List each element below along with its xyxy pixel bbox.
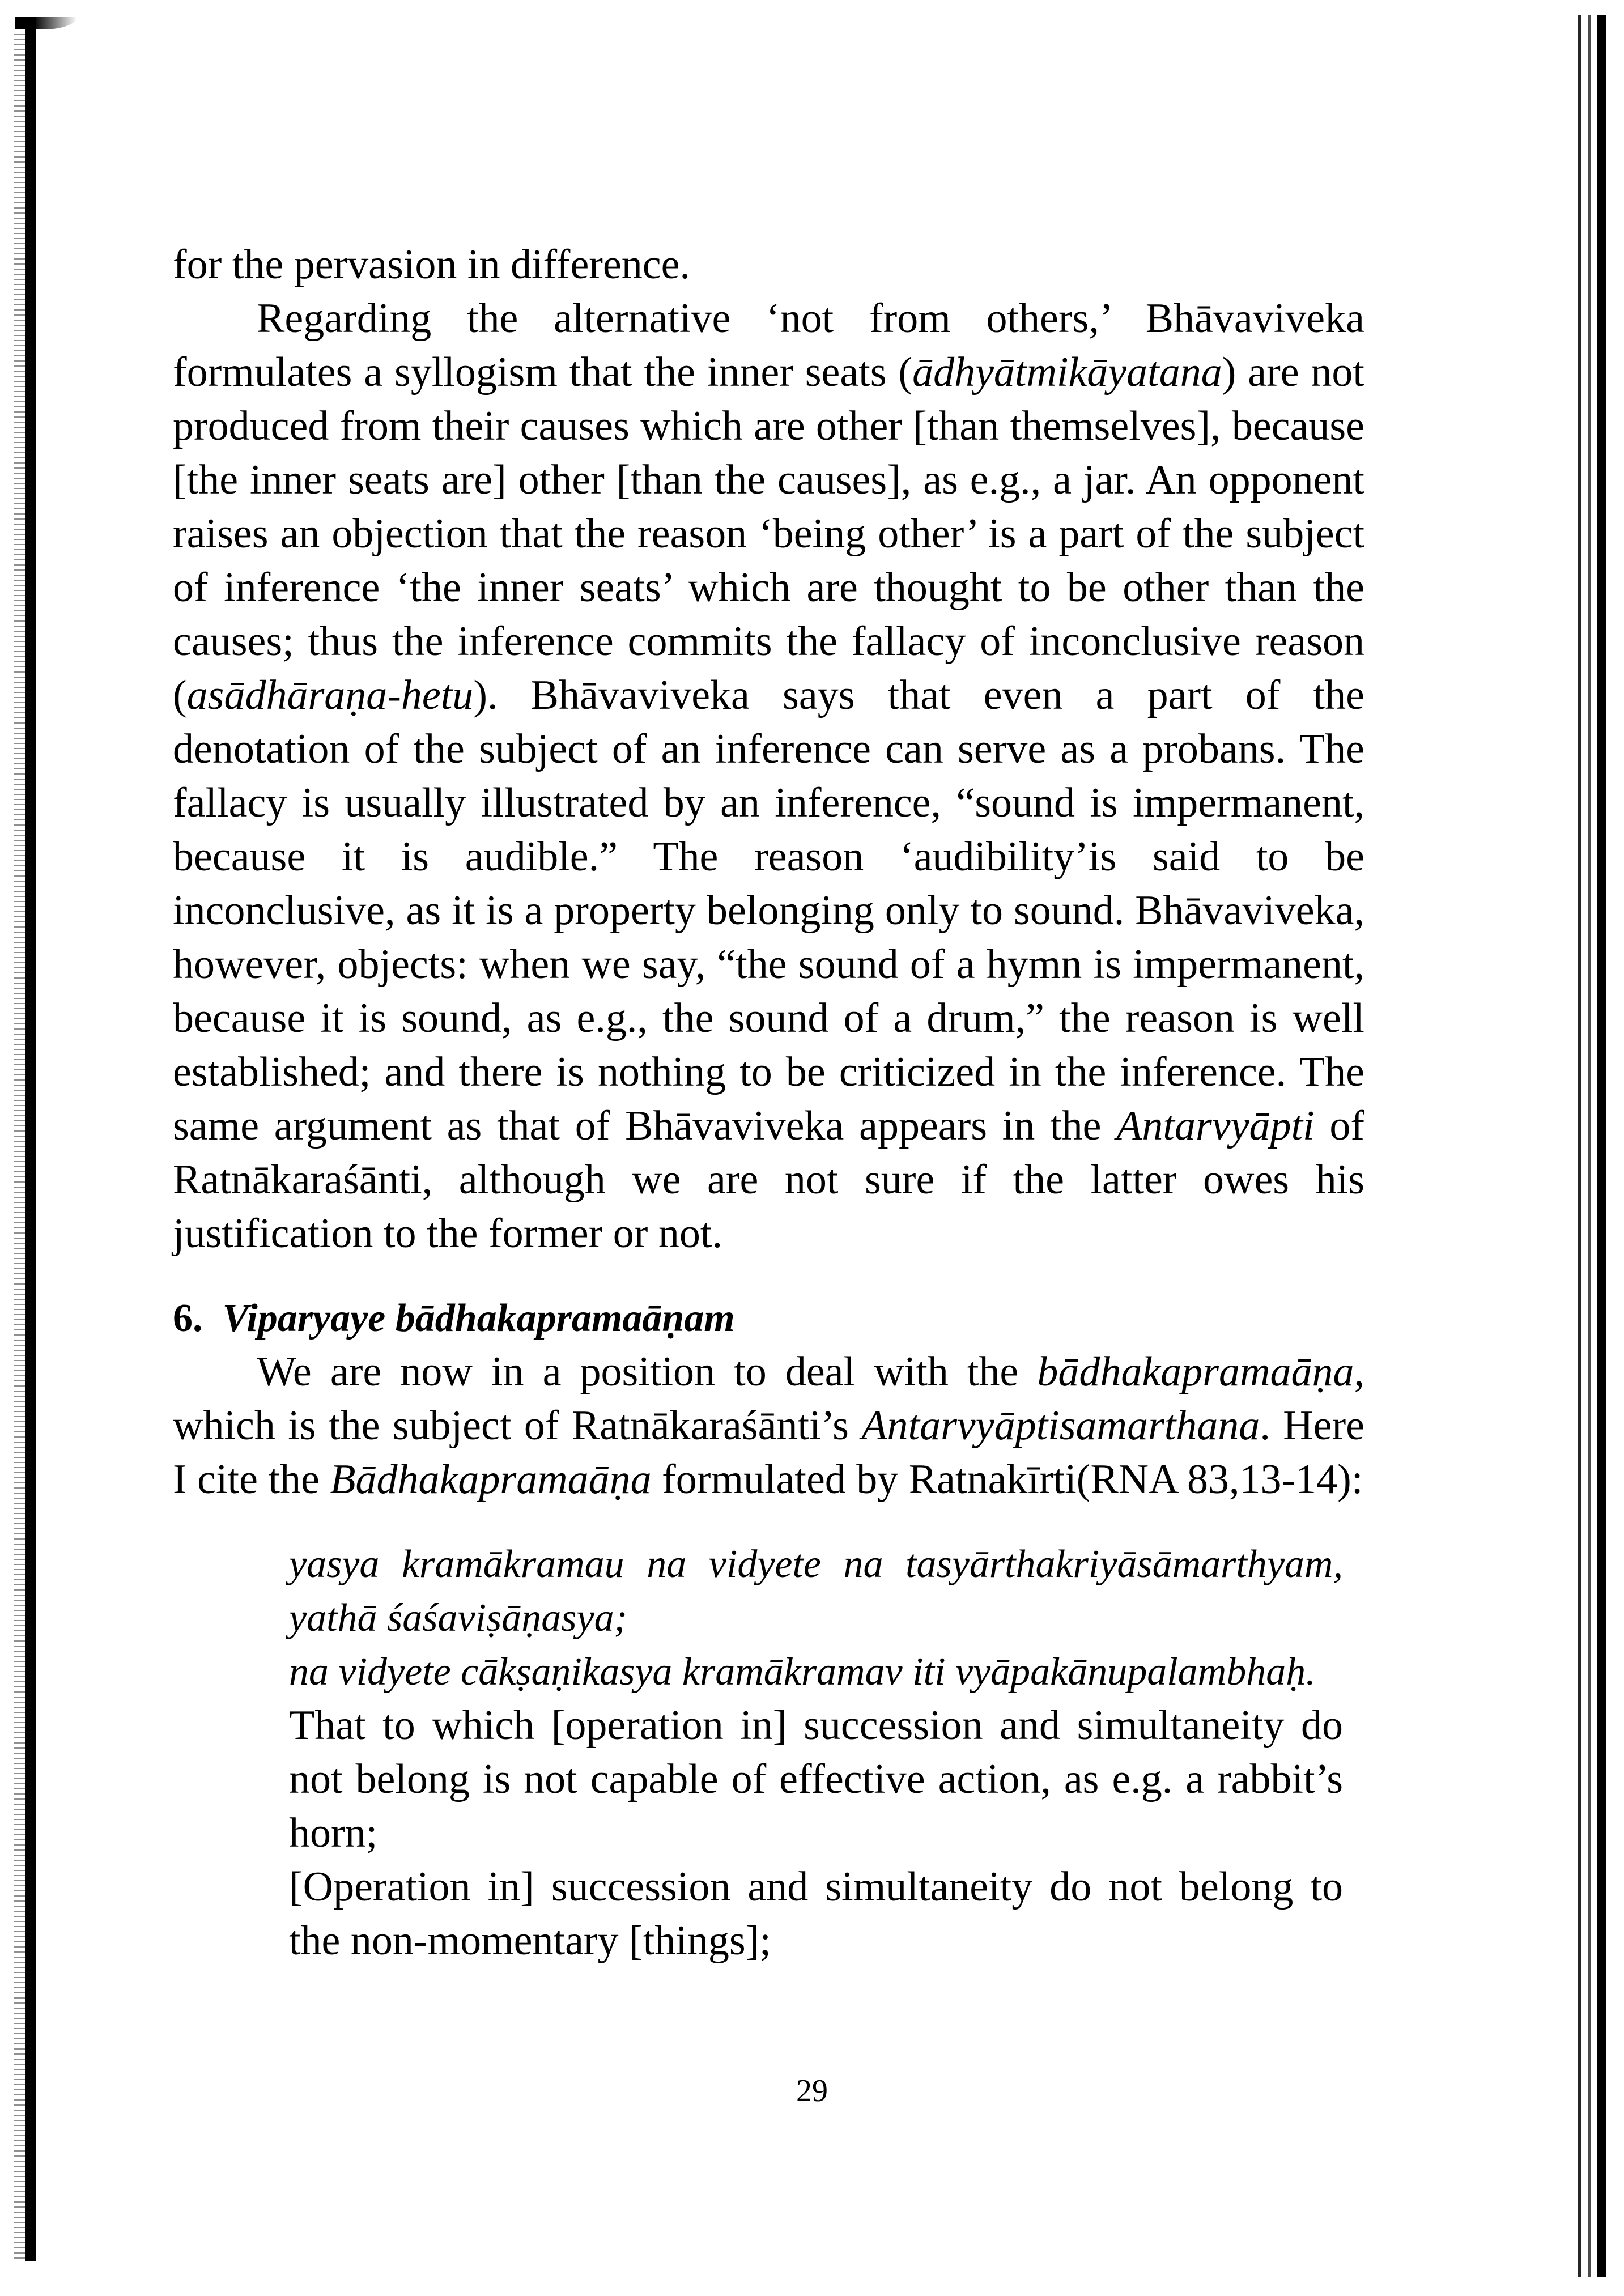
paragraph-bhavaviveka-syllogism — [173, 292, 1364, 1261]
paragraph-continuation — [173, 238, 1364, 292]
paragraph-text: We are now in a position to deal with the — [257, 1349, 1038, 1395]
scan-right-edge-line — [1578, 15, 1581, 2277]
sanskrit-line: yasya kramākramau na vidyete na tasyārthakriyāsāmarthyam, — [289, 1542, 1343, 1586]
page-number: 29 — [796, 2073, 828, 2108]
section-number: 6. — [173, 1296, 203, 1340]
paragraph-text: of Ratnākaraśānti, although we are not sure if the latter owes his justification to the former or not. — [173, 1103, 1364, 1257]
section-title: Viparyaye bādhakapramaāṇam — [222, 1296, 735, 1340]
scan-left-edge-corner — [15, 17, 77, 29]
sanskrit-term: asādhāraṇa-hetu — [186, 672, 474, 718]
paragraph-text: ). Bhāvaviveka says that even a part of the denotation of the subject of an inference can serve as a probans. The fallacy is usually illustrated by an inference, “sound is impermanent, because it is audible.” The reason ‘audibility’is said to be inconclusive, as it is a property belonging only to sound. Bhāvaviveka, however, objects: when we say, “the sound of a hymn is impermanent, because it is sound, as e.g., the sound of a drum,” the reason is well established; and there is nothing to be criticized in the inference. The same argument as that of Bhāvaviveka appears in the — [173, 672, 1364, 1149]
paragraph-text: , which is the subject of Ratnākaraśānti’s — [173, 1349, 1364, 1449]
sanskrit-term: Bādhakapramaāṇa — [330, 1456, 652, 1503]
sanskrit-line: na vidyete cākṣaṇikasya kramākramav iti vyāpakānupalambhaḥ. — [289, 1650, 1316, 1694]
page-body — [173, 238, 1364, 1968]
work-title: Antarvyāptisamarthana — [861, 1402, 1260, 1449]
section-heading — [173, 1291, 1364, 1345]
block-quote — [289, 1537, 1343, 1968]
sanskrit-line: yathā śaśaviṣāṇasya; — [289, 1596, 627, 1640]
paragraph-text: ) are not produced from their causes which are other [than themselves], because [the inner seats are] other [than the causes], as e.g., a jar. An opponent raises an objection that the reason ‘being other’ is a part of the subject of inference ‘the inner seats’ which are thought to be other than the causes; thus the inference commits the fallacy of inconclusive reason ( — [173, 349, 1364, 718]
scan-binding-shadow — [14, 34, 26, 2261]
scan-left-edge — [25, 17, 36, 2261]
sanskrit-term: ādhyātmikāyatana — [912, 349, 1222, 396]
paragraph-text: formulated by Ratnakīrti(RNA 83,13-14): — [651, 1456, 1363, 1503]
paragraph-text: . Here I cite the — [173, 1402, 1364, 1503]
scan-right-edge-line — [1588, 15, 1591, 2277]
paragraph-text: Regarding the alternative ‘not from others,’ Bhāvaviveka formulates a syllogism that the inner seats ( — [173, 295, 1364, 396]
paragraph-badhakapramana-intro — [173, 1345, 1364, 1507]
translation-line: [Operation in] succession and simultaneity do not belong to the non-momentary [things]; — [289, 1864, 1343, 1964]
sanskrit-term: bādhakapramaāṇa — [1037, 1349, 1354, 1395]
translation-line: That to which [operation in] succession and simultaneity do not belong is not capable of effective action, as e.g. a rabbit’s horn; — [289, 1702, 1343, 1856]
paragraph-text: for the pervasion in difference. — [173, 241, 690, 288]
scan-right-edge — [1597, 15, 1606, 2277]
work-title: Antarvyāpti — [1116, 1103, 1315, 1149]
